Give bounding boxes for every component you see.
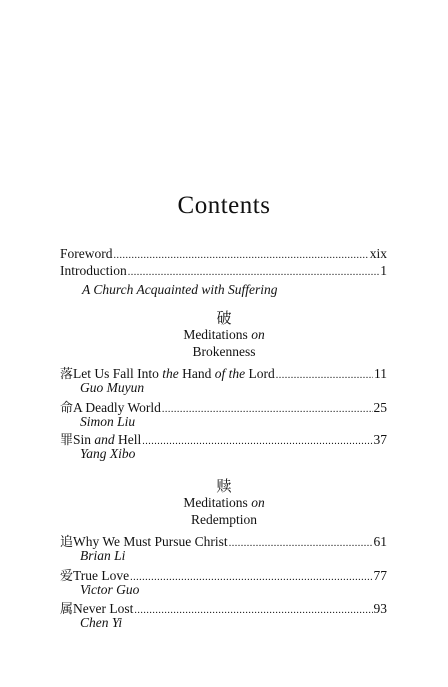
toc-entry[interactable] — [60, 397, 387, 415]
dot-leader — [162, 400, 373, 416]
entry-title: A Deadly World — [73, 400, 161, 415]
toc-entry[interactable] — [60, 363, 387, 381]
entry-glyph: 落 — [60, 367, 74, 382]
entry-glyph: 命 — [60, 401, 74, 416]
entry-author: Simon Liu — [80, 414, 136, 429]
entry-title: Introduction — [60, 263, 127, 278]
entry-subtitle: A Church Acquainted with Suffering — [82, 282, 278, 297]
entry-author: Brian Li — [80, 548, 126, 563]
toc-entry-foreword[interactable] — [60, 246, 387, 264]
section-heading-line2: Brokenness — [192, 344, 256, 359]
entry-author: Guo Muyun — [80, 380, 145, 395]
entry-title: Sin and Hell — [73, 432, 142, 447]
section-glyph: 破 — [216, 309, 232, 327]
entry-glyph: 爱 — [60, 569, 74, 584]
entry-glyph: 罪 — [60, 433, 74, 448]
page-number: 61 — [373, 534, 387, 549]
entry-author: Victor Guo — [80, 582, 140, 597]
toc-entry[interactable] — [60, 565, 387, 583]
heading-text: Meditations — [183, 495, 252, 510]
page-number: 1 — [380, 263, 387, 278]
dot-leader — [142, 432, 372, 448]
page-number: 37 — [373, 432, 387, 447]
heading-emphasis: on — [251, 495, 265, 510]
dot-leader — [276, 366, 373, 382]
section-heading-line1 — [0, 495, 448, 511]
page-number: 93 — [373, 601, 387, 616]
page-number: xix — [369, 246, 387, 261]
toc-entry[interactable] — [60, 598, 387, 616]
dot-leader — [229, 534, 373, 550]
page-number: 11 — [374, 366, 387, 381]
toc-entry-introduction[interactable] — [60, 263, 387, 281]
entry-author: Chen Yi — [80, 615, 123, 630]
entry-glyph: 追 — [60, 535, 74, 550]
dot-leader — [114, 246, 369, 262]
section-heading-line2: Redemption — [191, 512, 257, 527]
page-number: 25 — [373, 400, 387, 415]
heading-emphasis: on — [251, 327, 265, 342]
entry-title: Let Us Fall Into the Hand of the Lord — [73, 366, 275, 381]
entry-title: Never Lost — [73, 601, 134, 616]
dot-leader — [134, 601, 372, 617]
toc-entry[interactable] — [60, 429, 387, 447]
entry-title: Why We Must Pursue Christ — [73, 534, 228, 549]
page-title: Contents — [177, 192, 271, 219]
entry-author: Yang Xibo — [80, 446, 136, 461]
section-glyph: 赎 — [216, 477, 232, 495]
toc-entry[interactable] — [60, 531, 387, 549]
entry-title: Foreword — [60, 246, 113, 261]
dot-leader — [128, 263, 380, 279]
page-number: 77 — [373, 568, 387, 583]
entry-glyph: 属 — [60, 602, 74, 617]
entry-title: True Love — [73, 568, 130, 583]
section-heading-line1 — [0, 327, 448, 343]
heading-text: Meditations — [183, 327, 252, 342]
dot-leader — [130, 568, 372, 584]
